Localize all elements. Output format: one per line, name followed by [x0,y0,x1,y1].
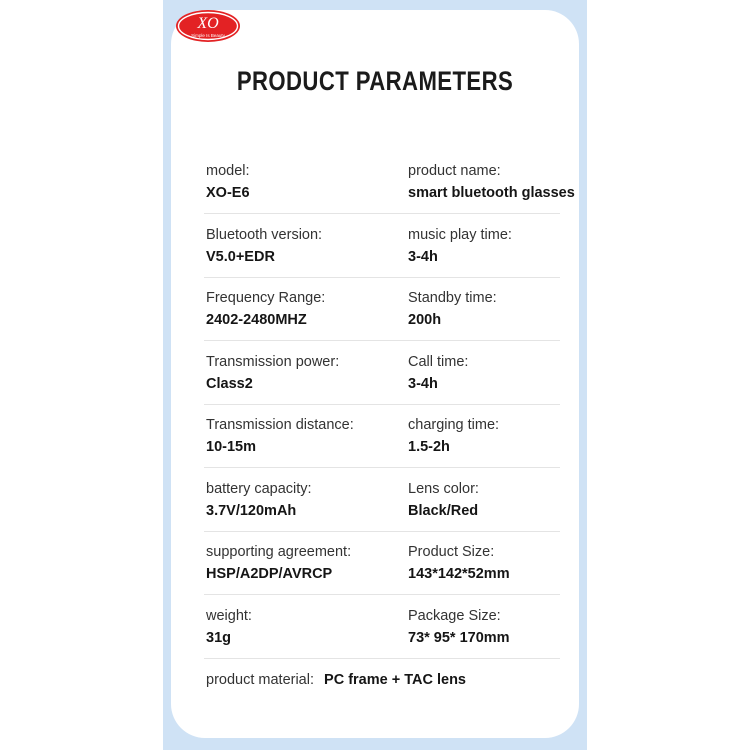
parameter-label: battery capacity: [206,480,312,497]
parameter-value: V5.0+EDR [206,248,275,265]
parameter-value: 200h [408,312,442,328]
parameter-label: Frequency Range: [206,290,326,306]
parameter-label: supporting agreement: [206,544,352,560]
parameter-label: Product Size: [408,544,495,560]
parameter-row [204,468,560,532]
parameter-value: HSP/A2DP/AVRCP [206,566,333,582]
page-title: PRODUCT PARAMETERS [236,66,514,96]
parameter-value: 3.7V/120mAh [206,502,297,519]
parameter-label: Standby time: [408,290,497,306]
parameter-right [408,289,497,329]
parameter-left [206,162,250,202]
parameter-label: Transmission distance: [206,417,354,433]
parameter-value: Class2 [206,375,253,392]
parameter-row [204,531,560,595]
parameter-value: 10-15m [206,439,256,455]
parameter-label: Package Size: [408,607,501,624]
parameter-label: Call time: [408,353,469,370]
xo-logo [174,8,242,44]
parameter-label: charging time: [408,417,500,433]
parameter-row [204,404,560,468]
parameter-label: Bluetooth version: [206,226,323,243]
parameter-left [206,607,252,647]
parameter-value: smart bluetooth glasses [408,185,575,201]
parameter-right [408,226,512,266]
parameter-left [206,353,339,393]
parameter-row [204,277,560,341]
parameter-right [408,162,575,202]
parameter-value: 1.5-2h [408,439,450,455]
parameter-value: 143*142*52mm [408,566,510,582]
parameter-value: 31g [206,629,231,646]
parameter-value: 3-4h [408,248,438,265]
parameter-value: Black/Red [408,502,479,519]
parameter-right [408,416,499,456]
material-value: PC frame + TAC lens [324,672,466,688]
parameter-value: 2402-2480MHZ [206,312,307,328]
parameter-left [206,480,312,520]
parameter-left [206,416,354,456]
material-label: product material: [206,672,314,688]
parameter-right [408,480,479,520]
parameter-value: 73* 95* 170mm [408,629,510,646]
parameter-label: Transmission power: [206,353,340,370]
parameter-label: weight: [206,607,252,624]
parameter-label: Lens color: [408,480,479,497]
parameter-label: music play time: [408,226,512,243]
parameter-left [206,543,351,583]
svg-text:Simple Is Beauty: Simple Is Beauty [191,33,225,38]
parameter-left [206,226,322,266]
parameter-value: XO-E6 [206,185,250,201]
parameter-left [206,289,325,329]
parameter-row [204,150,575,214]
svg-text:XO: XO [197,15,219,32]
parameter-label: product name: [408,163,501,179]
parameter-row [204,595,560,659]
parameter-right [408,543,510,583]
parameter-right [408,607,510,647]
parameter-label: model: [206,163,250,179]
parameter-value: 3-4h [408,375,438,392]
product-material [206,672,466,688]
parameter-row [204,214,560,278]
parameter-right [408,353,468,393]
parameter-row [204,341,560,405]
